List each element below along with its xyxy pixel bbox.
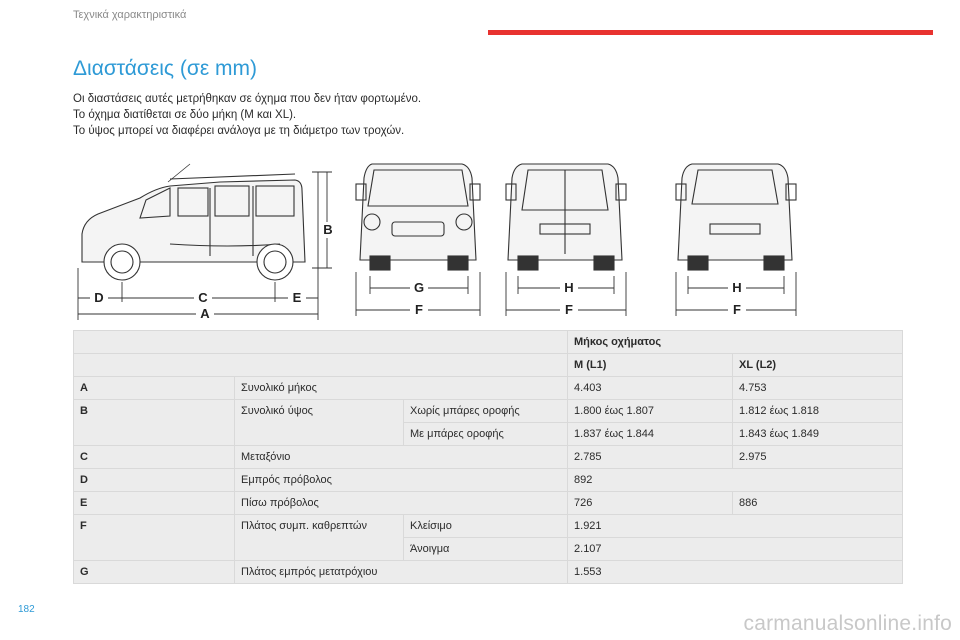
label-f-front: F: [415, 302, 423, 317]
label-a: A: [200, 306, 210, 321]
row-sublabel: Άνοιγμα: [404, 538, 568, 561]
value-xl: 2.975: [733, 446, 903, 469]
page-number: 182: [18, 604, 35, 615]
header-vehicle-length: Μήκος οχήματος: [568, 331, 903, 354]
value-m: 892: [568, 469, 903, 492]
intro-line: Το ύψος μπορεί να διαφέρει ανάλογα με τη διάμετρο των τροχών.: [73, 125, 405, 137]
intro-line: Το όχημα διατίθεται σε δύο μήκη (M και XL).: [73, 109, 297, 121]
table-row: [74, 492, 903, 515]
side-view-car-diagram: [82, 164, 305, 280]
row-label: Πλάτος συμπ. καθρεπτών: [235, 515, 404, 561]
value-xl: 4.753: [733, 377, 903, 400]
value: 2.107: [568, 538, 903, 561]
header-accent-bar: [488, 30, 933, 35]
row-sublabel: Με μπάρες οροφής: [404, 423, 568, 446]
row-label: Εμπρός πρόβολος: [235, 469, 568, 492]
intro-line: Οι διαστάσεις αυτές μετρήθηκαν σε όχημα που δεν ήταν φορτωμένο.: [73, 93, 422, 105]
value-xl: 886: [733, 492, 903, 515]
value-m: 1.553: [568, 561, 903, 584]
dimensions-table: [73, 330, 903, 584]
row-code: D: [74, 469, 235, 492]
rear-view-hatch-car-diagram: [676, 164, 796, 270]
section-title: Τεχνικά χαρακτηριστικά: [73, 9, 187, 21]
row-label: Μεταξόνιο: [235, 446, 568, 469]
table-row: [74, 561, 903, 584]
label-e: E: [292, 290, 302, 305]
row-code: F: [74, 515, 235, 561]
row-sublabel: Χωρίς μπάρες οροφής: [404, 400, 568, 423]
label-f-rear: F: [565, 302, 573, 317]
page-title: Διαστάσεις (σε mm): [73, 57, 258, 80]
row-code: B: [74, 400, 235, 446]
row-label: Συνολικό μήκος: [235, 377, 568, 400]
intro-text: [73, 91, 421, 139]
rear-view-car-diagram: [506, 164, 626, 270]
label-c: C: [198, 290, 208, 305]
value-m: 4.403: [568, 377, 733, 400]
value-xl: 1.812 έως 1.818: [733, 400, 903, 423]
label-h-rear: H: [564, 280, 574, 295]
row-code: G: [74, 561, 235, 584]
label-f-rear-hatch: F: [733, 302, 741, 317]
table-row: [74, 446, 903, 469]
table-row: [74, 377, 903, 400]
value-m: 1.800 έως 1.807: [568, 400, 733, 423]
value-m: 1.837 έως 1.844: [568, 423, 733, 446]
row-label: Συνολικό ύψος: [235, 400, 404, 446]
label-g: G: [413, 280, 425, 295]
header-xl: XL (L2): [733, 354, 903, 377]
value: 1.921: [568, 515, 903, 538]
table-row: [74, 354, 903, 377]
watermark: carmanualsonline.info: [743, 612, 952, 635]
table-row: [74, 400, 903, 423]
row-label: Πίσω πρόβολος: [235, 492, 568, 515]
row-code: A: [74, 377, 235, 400]
row-label: Πλάτος εμπρός μετατρόχιου: [235, 561, 568, 584]
value-m: 726: [568, 492, 733, 515]
table-row: [74, 515, 903, 538]
label-h-rear-hatch: H: [732, 280, 742, 295]
table-row: [74, 331, 903, 354]
value-xl: 1.843 έως 1.849: [733, 423, 903, 446]
value-m: 2.785: [568, 446, 733, 469]
label-d: D: [94, 290, 104, 305]
row-code: E: [74, 492, 235, 515]
header-m: M (L1): [568, 354, 733, 377]
label-b: B: [323, 222, 333, 237]
table-row: [74, 469, 903, 492]
front-view-car-diagram: [356, 164, 480, 270]
row-code: C: [74, 446, 235, 469]
dimension-diagrams: [70, 144, 900, 326]
row-sublabel: Κλείσιμο: [404, 515, 568, 538]
